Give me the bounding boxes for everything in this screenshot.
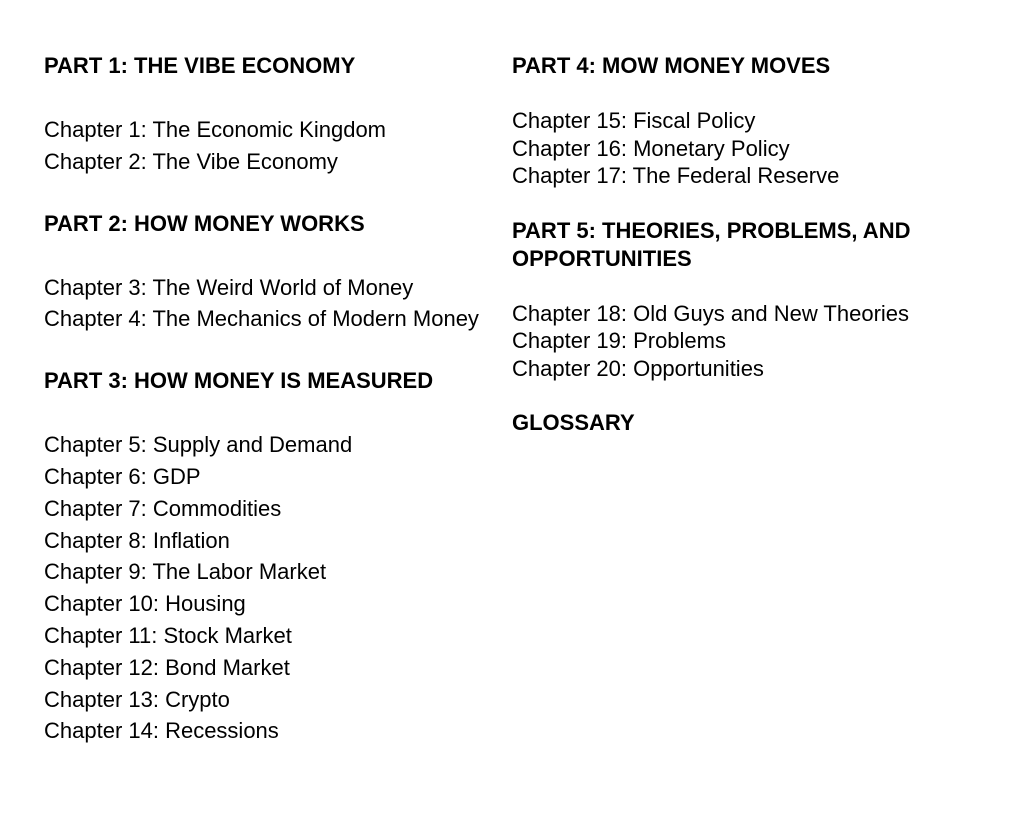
chapter-15: Chapter 15: Fiscal Policy — [512, 108, 756, 133]
chapter-16: Chapter 16: Monetary Policy — [512, 135, 790, 161]
chapter-1: Chapter 1: The Economic Kingdom — [44, 117, 386, 142]
chapter-9: Chapter 9: The Labor Market — [44, 559, 327, 585]
chapter-13: Chapter 13: Crypto — [44, 686, 230, 712]
chapter-8: Chapter 8: Inflation — [44, 527, 230, 553]
chapter-20: Chapter 20: Opportunities — [512, 355, 764, 381]
chapter-11: Chapter 11: Stock Market — [44, 622, 292, 648]
right-column — [512, 52, 982, 437]
part-1-chapter-list — [44, 114, 484, 178]
part-5-title: PART 5: THEORIES, PROBLEMS, AND OPPORTUNITIES — [512, 217, 911, 271]
part-1-title: PART 1: THE VIBE ECONOMY — [44, 53, 356, 78]
part-3-chapter-list — [44, 429, 484, 747]
part-3-title: PART 3: HOW MONEY IS MEASURED — [44, 368, 434, 394]
chapter-2: Chapter 2: The Vibe Economy — [44, 148, 338, 174]
part-4-chapter-list — [512, 107, 982, 190]
glossary-title: GLOSSARY — [512, 410, 635, 435]
part-5-chapter-list — [512, 300, 982, 383]
chapter-3: Chapter 3: The Weird World of Money — [44, 274, 414, 300]
chapter-14: Chapter 14: Recessions — [44, 718, 279, 744]
part-2-chapter-list — [44, 272, 484, 336]
chapter-12: Chapter 12: Bond Market — [44, 654, 290, 680]
chapter-19: Chapter 19: Problems — [512, 328, 726, 353]
part-2-title: PART 2: HOW MONEY WORKS — [44, 210, 365, 236]
chapter-5: Chapter 5: Supply and Demand — [44, 432, 353, 458]
chapter-18: Chapter 18: Old Guys and New Theories — [512, 300, 910, 326]
chapter-4: Chapter 4: The Mechanics of Modern Money — [44, 306, 479, 332]
chapter-6: Chapter 6: GDP — [44, 463, 201, 489]
chapter-10: Chapter 10: Housing — [44, 591, 246, 617]
left-column — [44, 52, 484, 747]
chapter-7: Chapter 7: Commodities — [44, 495, 282, 521]
part-4-title: PART 4: MOW MONEY MOVES — [512, 53, 831, 78]
chapter-17: Chapter 17: The Federal Reserve — [512, 163, 840, 188]
